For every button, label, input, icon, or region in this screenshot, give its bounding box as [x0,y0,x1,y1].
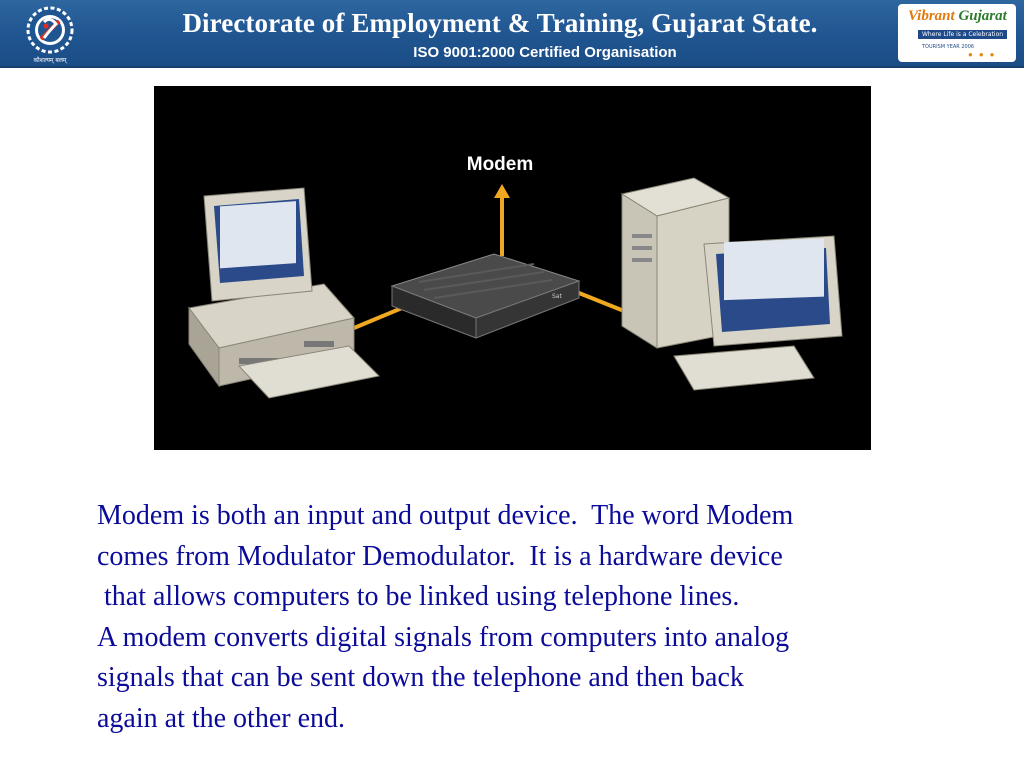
modem-arrow-icon [494,184,510,256]
vibrant-gujarat-logo [898,4,1016,62]
description-line-1: Modem is both an input and output device. The word Modem [97,500,794,531]
modem-description [97,496,977,739]
page-title: Directorate of Employment & Training, Gujarat State. [182,8,818,38]
right-cable [574,291,624,311]
description-line-6: again at the other end. [97,702,346,734]
brand-tagline: Where Life is a Celebration [918,30,1007,39]
modem-device-icon [392,254,579,338]
brand-dots-icon: ● ● ● [968,50,997,59]
vibrant-gujarat-brand [908,8,1007,25]
brand-event: TOURISM YEAR 2006 [922,44,975,50]
gear-emblem-icon [24,4,76,56]
modem-illustration [154,86,871,450]
description-line-2: comes from Modulator Demodulator. It is a hardware device [97,540,783,572]
description-line-4: A modem converts digital signals from computers into analog [97,621,790,653]
modem-label: Modem [466,154,534,175]
right-computer-icon [622,178,842,390]
description-line-3: that allows computers to be linked using telephone lines. [97,581,740,612]
det-emblem-logo [24,4,76,62]
brand-suffix: Gujarat [954,8,1007,24]
page-subtitle: ISO 9001:2000 Certified Organisation [413,44,677,61]
left-computer-icon [189,188,379,398]
left-cable [354,308,402,328]
header-banner [0,0,1024,68]
brand-prefix: Vibrant [908,8,955,24]
modem-network-diagram [154,86,871,450]
emblem-caption: कौशल्यम् बलम् [33,57,67,64]
description-line-5: signals that can be sent down the telephone and then back [97,662,744,693]
modem-badge: Sat [552,293,562,300]
